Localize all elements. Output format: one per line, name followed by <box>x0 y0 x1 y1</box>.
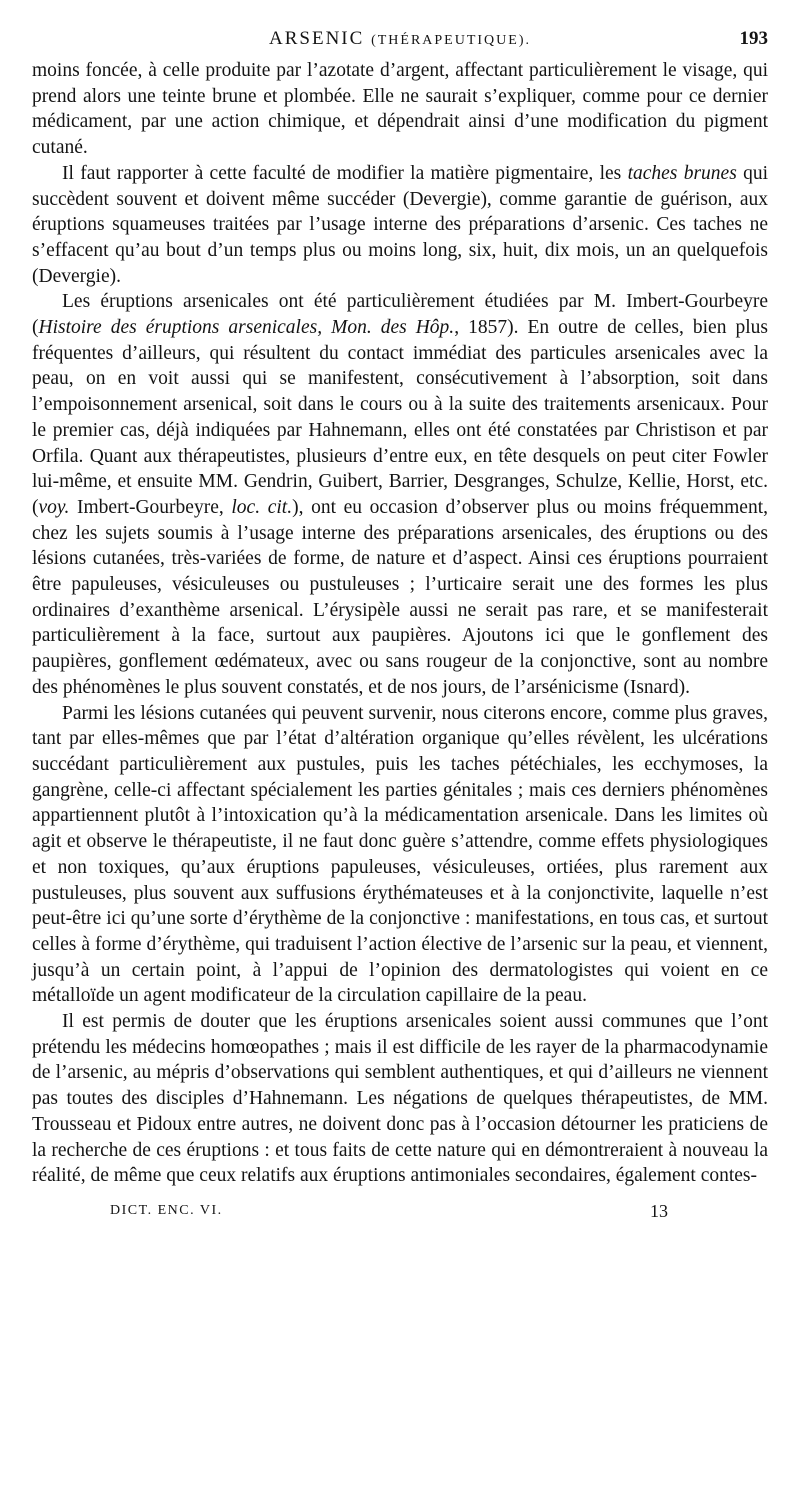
text-run: qui succèdent souvent et doivent même succéder (Devergie), comme garantie de guérison, aux éruptions squameuses traitées par l’usage interne des préparations d’arsenic. Ces taches ne s’effacent qu’au bout d’un temps plus ou moins long, six, huit, dix mois, un an quelquefois (Devergie). <box>32 162 769 287</box>
running-head <box>32 28 768 58</box>
text-run: ), ont eu occasion d’observer plus ou moins fréquemment, chez les sujets soumis à l’usage interne des préparations arsenicales, des éruptions ou des lésions cutanées, très-variées de forme, de nature et d’aspect. Ainsi ces éruptions pourraient être papuleuses, vésiculeuses ou pustuleuses ; l’urticaire serait une des formes les plus ordinaires d’exanthème arsenical. L’érysipèle aussi ne serait pas rare, et se manifesterait particulièrement à la face, surtout aux paupières. Ajoutons ici que le gonflement des paupières, gonflement œdémateux, avec ou sans rougeur de la conjonctive, sont au nombre des phénomènes le plus souvent constatés, et de nos jours, de l’arsénicisme (Isnard). <box>32 496 768 698</box>
running-title-subtitle: (THÉRAPEUTIQUE). <box>371 33 531 48</box>
text-run: moins foncée, à celle produite par l’azotate d’argent, affectant particulièrement le visage, qui prend alors une teinte brune et plombée. Elle ne saurait s’expliquer, comme pour ce dernier médicament, par une action chimique, et dépendrait ainsi d’une modification du pigment cutané. <box>32 60 768 159</box>
paragraph <box>32 161 768 290</box>
sheet-number: 13 <box>650 1200 668 1221</box>
text-run: , 1857). En outre de celles, bien plus fréquentes d’ailleurs, qui résultent du contact immédiat des particules arsenicales avec la peau, on en voit aussi qui se manifestent, consécutivement à l’absorption, soit dans l’empoisonnement arsenical, soit dans le cours ou à la suite des traitements arsenicaux. Pour le premier cas, déjà indiquées par Hahnemann, elles ont été constatées par Christison et par Orfila. Quant aux thérapeutistes, plusieurs d’entre eux, en tête desquels on peut citer Fowler lui-même, et ensuite MM. Gendrin, Guibert, Barrier, Desgranges, Schulze, Kellie, Horst, etc. ( <box>32 317 768 518</box>
text-run: Il est permis de douter que les éruptions arsenicales soient aussi communes que l’ont prétendu les médecins homœopathes ; mais il est difficile de les rayer de la pharmacodynamie de l’arsenic, au mépris d’observations qui semblent authentiques, et qui d’ailleurs ne viennent pas toutes des disciples d’Hahnemann. Les négations de quelques thérapeutistes, de MM. Trousseau et Pidoux entre autres, ne doivent donc pas à l’occasion détourner les praticiens de la recherche de ces éruptions : et tous faits de cette nature qui en démontreraient à nouveau la réalité, de même que ceux relatifs aux éruptions antimoniales secondaires, également contes- <box>32 1011 768 1187</box>
running-title-main: ARSENIC <box>269 28 365 49</box>
text-run: Imbert-Gourbeyre, <box>69 496 232 518</box>
italic-text: taches brunes <box>627 162 737 184</box>
text-run: Parmi les lésions cutanées qui peuvent survenir, nous citerons encore, comme plus graves, tant par elles-mêmes que par l’état d’altération organique qu’elles révèlent, les ulcérations succédant particulièrement aux pustules, puis les taches pétéchiales, les ecchymoses, la gangrène, celle-ci affectant spécialement les parties génitales ; mais ces derniers phénomènes appartiennent plutôt à l’intoxication qu’à la médicamentation arsenicale. Dans les limites où agit et observe le thérapeutiste, il ne faut donc guère s’attendre, comme effets physiologiques et non toxiques, qu’aux éruptions papuleuses, vésiculeuses, ortiées, plus rarement aux pustuleuses, plus souvent aux suffusions érythémateuses et à la conjonctivite, laquelle n’est peut-être ici qu’une sorte d’érythème de la conjonctive : manifestations, en tous cas, et surtout celles à forme d’érythème, qui traduisent l’action élective de l’arsenic sur la peau, et viennent, jusqu’à un certain point, à l’appui de l’opinion des dermatologistes qui voient en ce métalloïde un agent modificateur de la circulation capillaire de la peau. <box>32 702 768 1007</box>
text-run: Il faut rapporter à cette faculté de modifier la matière pigmentaire, les <box>62 162 628 184</box>
page-number: 193 <box>739 28 768 49</box>
page-footer <box>32 1200 768 1229</box>
italic-text: loc. cit. <box>231 496 293 518</box>
italic-text: voy. <box>38 496 70 518</box>
body-text <box>32 58 768 1189</box>
text-run: Les éruptions arsenicales ont été particulièrement étudiées par M. Imbert-Gourbeyre ( <box>32 291 768 339</box>
italic-text: Histoire des éruptions arsenicales, Mon. des Hôp. <box>38 317 455 339</box>
running-title <box>32 28 768 50</box>
paragraph <box>32 289 768 700</box>
book-page <box>32 28 768 1229</box>
printer-signature: DICT. ENC. VI. <box>110 1202 223 1218</box>
paragraph <box>32 1009 768 1189</box>
paragraph <box>32 58 768 161</box>
paragraph <box>32 701 768 1009</box>
